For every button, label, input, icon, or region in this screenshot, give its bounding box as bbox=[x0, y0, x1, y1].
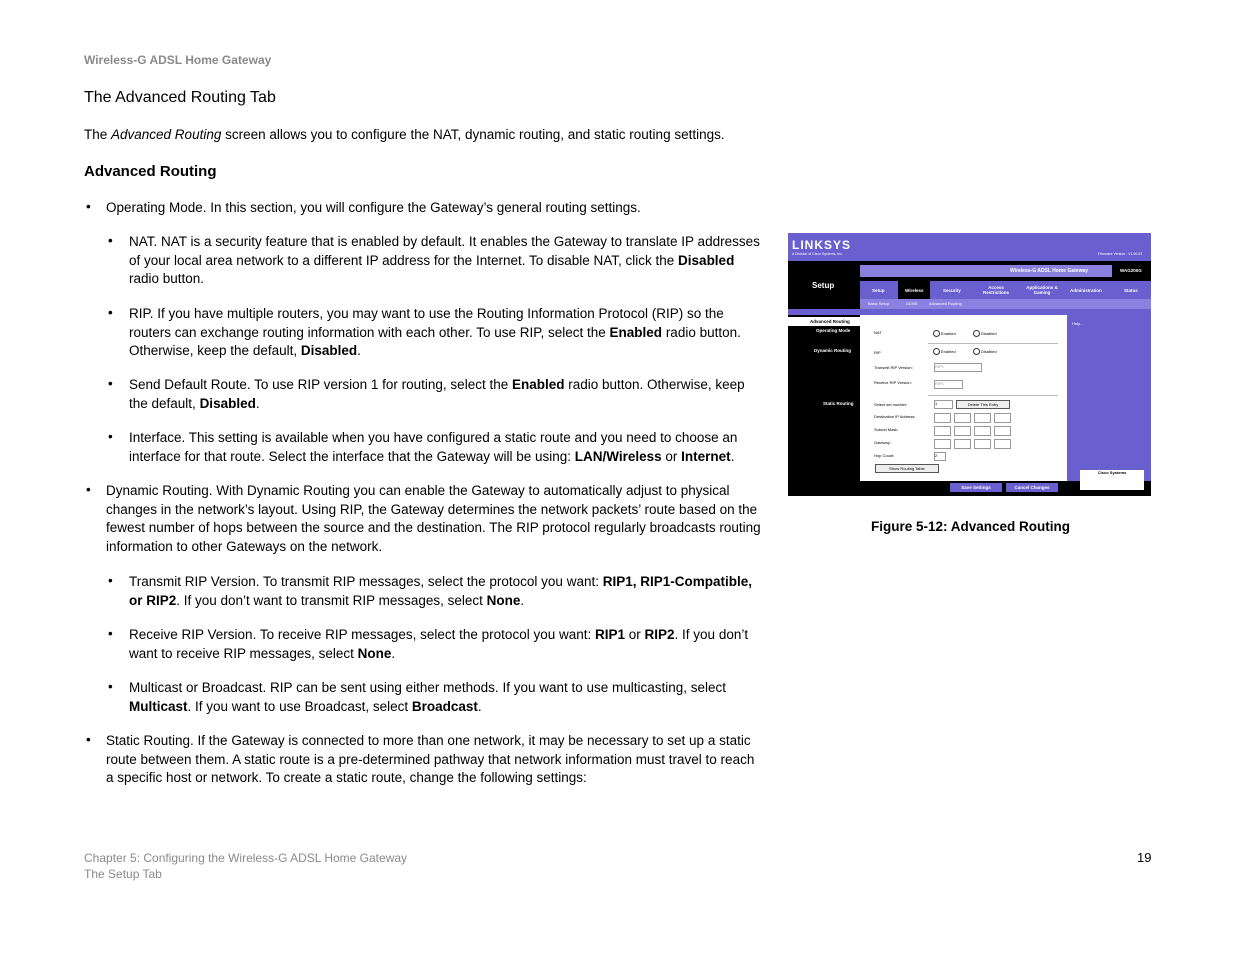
gateway-octet[interactable] bbox=[954, 439, 971, 449]
set-number-select[interactable]: 1 bbox=[934, 400, 953, 409]
product-name: Wireless-G ADSL Home Gateway bbox=[1010, 268, 1089, 274]
bullet-marker: • bbox=[108, 626, 113, 641]
cisco-logo: Cisco Systems bbox=[1080, 470, 1144, 490]
bullet-marker: • bbox=[108, 679, 113, 694]
bullet-send-default-route: Send Default Route. To use RIP version 1 for routing, select the Enabled radio button. Otherwise, keep the default, Disabled. bbox=[129, 377, 745, 411]
subnet-octet[interactable] bbox=[934, 426, 951, 436]
bullet-marker: • bbox=[108, 233, 113, 248]
tab-setup[interactable]: Setup bbox=[872, 288, 885, 293]
hop-count-input[interactable]: 2 bbox=[934, 452, 946, 461]
tab-administration[interactable]: Administration bbox=[1070, 288, 1102, 293]
bullet-transmit-rip: Transmit RIP Version. To transmit RIP messages, select the protocol you want: RIP1, RIP1-Compatible, or RIP2. If you don’t want to transmit RIP messages, select None. bbox=[129, 574, 752, 608]
advanced-routing-screenshot bbox=[788, 233, 1151, 496]
subtab-ddns[interactable]: DDNS bbox=[906, 301, 918, 306]
bullet-operating-mode: Operating Mode. In this section, you will configure the Gateway’s general routing settings. bbox=[106, 200, 641, 215]
tab-access-restrictions[interactable]: Access Restrictions bbox=[982, 285, 1009, 295]
running-header: Wireless-G ADSL Home Gateway bbox=[84, 53, 272, 67]
transmit-rip-select[interactable]: RIP1 bbox=[934, 363, 982, 372]
cancel-changes-button[interactable]: Cancel Changes bbox=[1006, 483, 1058, 492]
left-dynamic-routing: Dynamic Routing bbox=[814, 348, 852, 353]
divider bbox=[928, 343, 1058, 344]
show-routing-table-button[interactable]: Show Routing Table bbox=[875, 464, 939, 473]
section-title: The Advanced Routing Tab bbox=[84, 89, 276, 106]
left-operating-mode: Operating Mode bbox=[816, 328, 851, 333]
nat-enabled-label: Enabled bbox=[941, 331, 956, 336]
bullet-marker: • bbox=[86, 199, 91, 214]
bullet-static-routing: Static Routing. If the Gateway is connected to more than one network, it may be necessary to set up a static route between them. A static route is a pre-determined pathway that network information must travel to reach a specific host or network. To create a static route, change the following settings: bbox=[106, 733, 755, 785]
intro-paragraph: The Advanced Routing screen allows you to configure the NAT, dynamic routing, and static routing settings. bbox=[84, 127, 725, 142]
rip-enabled-label: Enabled bbox=[941, 349, 956, 354]
help-link[interactable]: Help... bbox=[1072, 321, 1084, 326]
bullet-dynamic-routing: Dynamic Routing. With Dynamic Routing you can enable the Gateway to automatically adjust to physical changes in the network’s layout. Using RIP, the Gateway determines the network packets’ route based on the fewest number of hops between the source and the destination. The RIP protocol regularly broadcasts routing information to other Gateways on the network. bbox=[106, 483, 761, 554]
tab-security[interactable]: Security bbox=[943, 288, 961, 293]
receive-rip-select[interactable]: RIP1 bbox=[934, 380, 963, 389]
gateway-octet[interactable] bbox=[974, 439, 991, 449]
figure-caption: Figure 5-12: Advanced Routing bbox=[871, 519, 1071, 534]
model-name: WAG200G bbox=[1120, 268, 1142, 273]
subnet-octet[interactable] bbox=[954, 426, 971, 436]
transmit-rip-label: Transmit RIP Version: bbox=[874, 365, 913, 370]
bullet-rip: RIP. If you have multiple routers, you may want to use the Routing Information Protocol (RIP) so the routers can exchange routing information with each other. To use RIP, select the Enabled radio button. Otherwise, keep the default, Disabled. bbox=[129, 306, 741, 358]
left-static-routing: Static Routing bbox=[823, 401, 854, 406]
gateway-octet[interactable] bbox=[994, 439, 1011, 449]
tab-wireless[interactable]: Wireless bbox=[905, 288, 924, 293]
bullet-marker: • bbox=[108, 305, 113, 320]
division-text: A Division of Cisco Systems, Inc. bbox=[792, 252, 843, 256]
bullet-marker: • bbox=[86, 732, 91, 747]
bullet-multicast: Multicast or Broadcast. RIP can be sent using either methods. If you want to use multicasting, select Multicast. If you want to use Broadcast, select Broadcast. bbox=[129, 680, 727, 714]
receive-rip-label: Receive RIP Version: bbox=[874, 380, 912, 385]
bullet-interface: Interface. This setting is available when you have configured a static route and you need to choose an interface for that route. Select the interface that the Gateway will be using: LAN/Wireless or Internet. bbox=[129, 430, 738, 464]
subnet-octet[interactable] bbox=[974, 426, 991, 436]
subtab-advanced-routing[interactable]: Advanced Routing bbox=[929, 301, 962, 306]
nat-label: NAT bbox=[874, 330, 882, 335]
nat-enabled-radio[interactable] bbox=[933, 330, 940, 337]
gateway-label: Gateway: bbox=[874, 440, 891, 445]
footer-chapter: Chapter 5: Configuring the Wireless-G ADSL Home Gateway bbox=[84, 851, 408, 865]
linksys-logo: LINKSYS bbox=[792, 238, 852, 252]
bullet-marker: • bbox=[108, 429, 113, 444]
subtab-bar bbox=[860, 299, 1151, 309]
dest-ip-octet[interactable] bbox=[974, 413, 991, 423]
gateway-octet[interactable] bbox=[934, 439, 951, 449]
bullet-marker: • bbox=[108, 573, 113, 588]
subnet-octet[interactable] bbox=[994, 426, 1011, 436]
select-set-label: Select set number: bbox=[874, 402, 908, 407]
rip-disabled-label: Disabled bbox=[981, 349, 997, 354]
setup-title: Setup bbox=[812, 281, 835, 290]
rip-label: RIP bbox=[874, 350, 881, 355]
tab-applications-gaming[interactable]: Applications & Gaming bbox=[1026, 285, 1058, 295]
bullet-nat: NAT. NAT is a security feature that is enabled by default. It enables the Gateway to translate IP addresses of your local area network to a different IP address for the Internet. To disable NAT, click the Disabled radio button. bbox=[129, 234, 760, 286]
nat-disabled-label: Disabled bbox=[981, 331, 997, 336]
footer bbox=[84, 850, 407, 882]
save-settings-button[interactable]: Save Settings bbox=[950, 483, 1002, 492]
hop-count-label: Hop Count: bbox=[874, 453, 895, 458]
bullet-marker: • bbox=[86, 482, 91, 497]
page-number: 19 bbox=[1137, 850, 1152, 865]
tab-status[interactable]: Status bbox=[1124, 288, 1138, 293]
help-panel bbox=[1067, 315, 1151, 481]
subnet-label: Subnet Mask: bbox=[874, 427, 899, 432]
left-section-title: Advanced Routing bbox=[810, 319, 850, 324]
bullet-marker: • bbox=[108, 376, 113, 391]
rip-enabled-radio[interactable] bbox=[933, 348, 940, 355]
firmware-text: Firmware Version : V1.00.03 bbox=[1098, 252, 1143, 256]
dest-ip-octet[interactable] bbox=[954, 413, 971, 423]
rip-disabled-radio[interactable] bbox=[973, 348, 980, 355]
delete-entry-button[interactable]: Delete This Entry bbox=[956, 400, 1010, 409]
divider bbox=[928, 395, 1058, 396]
dest-ip-octet[interactable] bbox=[934, 413, 951, 423]
subheading: Advanced Routing bbox=[84, 163, 217, 180]
subtab-basic-setup[interactable]: Basic Setup bbox=[868, 301, 890, 306]
footer-section: The Setup Tab bbox=[84, 867, 162, 881]
dest-ip-octet[interactable] bbox=[994, 413, 1011, 423]
nat-disabled-radio[interactable] bbox=[973, 330, 980, 337]
dest-ip-label: Destination IP Address: bbox=[874, 414, 916, 419]
bullet-receive-rip: Receive RIP Version. To receive RIP messages, select the protocol you want: RIP1 or RIP2. If you don’t want to receive RIP messages, select None. bbox=[129, 627, 749, 661]
